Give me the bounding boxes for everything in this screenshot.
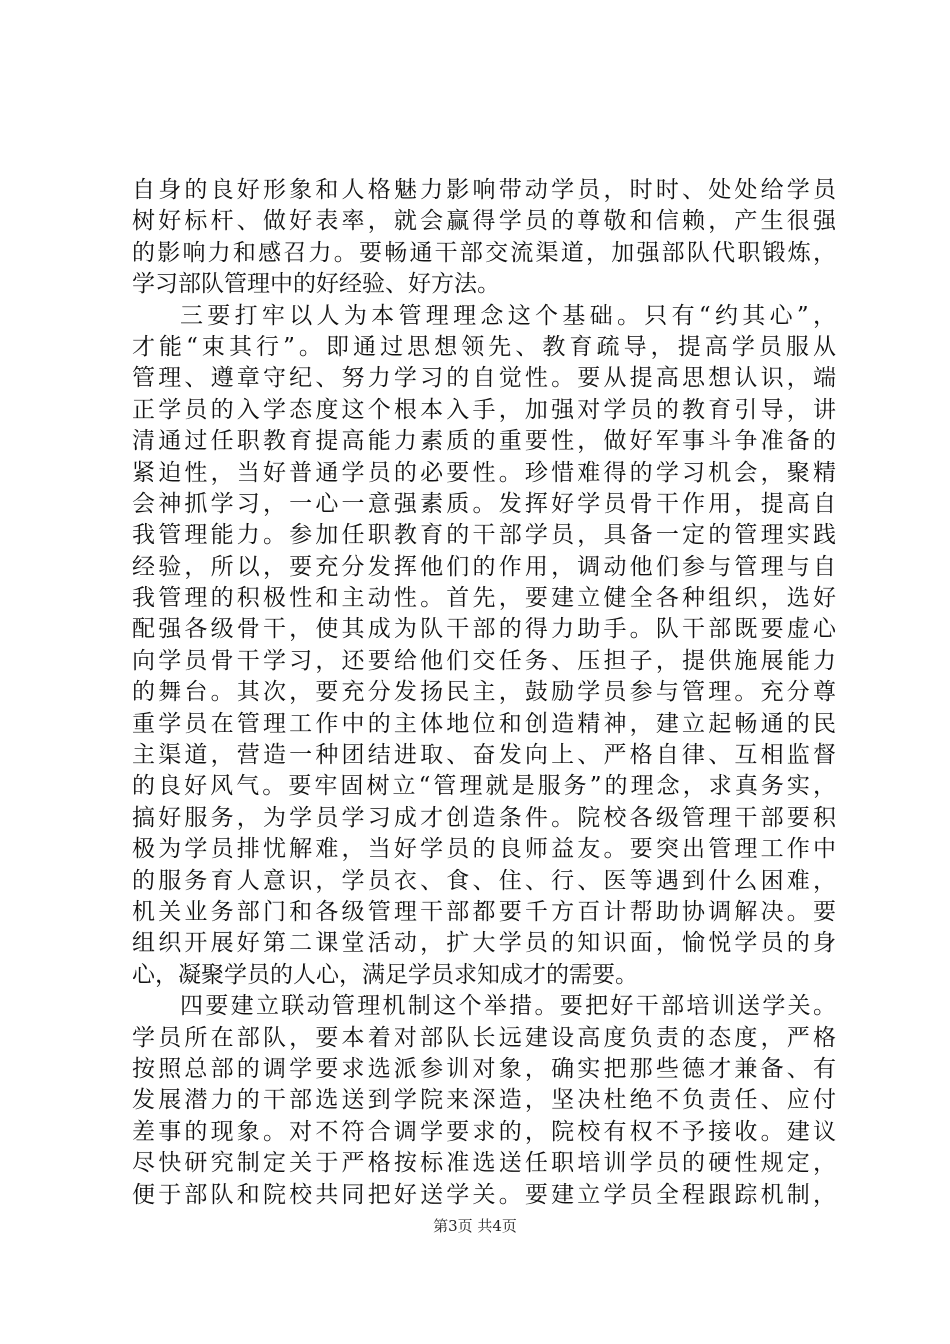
text-line: 机关业务部门和各级管理干部都要千方百计帮助协调解决。要	[132, 898, 836, 925]
text-line: 紧迫性，当好普通学员的必要性。珍惜难得的学习机会，聚精	[132, 459, 836, 486]
text-line: 向学员骨干学习，还要给他们交任务、压担子，提供施展能力	[132, 647, 836, 674]
text-line: 的舞台。其次，要充分发扬民主，鼓励学员参与管理。充分尊	[132, 679, 836, 706]
paragraph-start-line: 三要打牢以人为本管理理念这个基础。只有“约其心”，	[180, 302, 836, 329]
paragraph-start-line: 四要建立联动管理机制这个举措。要把好干部培训送学关。	[180, 993, 836, 1020]
text-line: 组织开展好第二课堂活动，扩大学员的知识面，愉悦学员的身	[132, 930, 836, 957]
text-line: 按照总部的调学要求选派参训对象，确实把那些德才兼备、有	[132, 1055, 836, 1082]
text-line: 的良好风气。要牢固树立“管理就是服务”的理念，求真务实，	[132, 773, 836, 800]
text-line: 差事的现象。对不符合调学要求的，院校有权不予接收。建议	[132, 1118, 836, 1145]
text-line: 尽快研究制定关于严格按标准选送任职培训学员的硬性规定，	[132, 1150, 836, 1177]
body-text	[132, 175, 836, 1211]
text-line: 配强各级骨干，使其成为队干部的得力助手。队干部既要虚心	[132, 616, 836, 643]
text-line: 自身的良好形象和人格魅力影响带动学员，时时、处处给学员	[132, 177, 836, 203]
text-line: 我管理能力。参加任职教育的干部学员，具备一定的管理实践	[132, 522, 836, 549]
text-line: 正学员的入学态度这个根本入手，加强对学员的教育引导，讲	[132, 396, 836, 423]
text-line: 搞好服务，为学员学习成才创造条件。院校各级管理干部要积	[132, 804, 836, 831]
text-line: 学员所在部队，要本着对部队长远建设高度负责的态度，严格	[132, 1024, 836, 1051]
text-line: 心，凝聚学员的人心，满足学员求知成才的需要。	[132, 961, 638, 988]
text-line: 才能“束其行”。即通过思想领先、教育疏导，提高学员服从	[132, 333, 836, 360]
text-line: 树好标杆、做好表率，就会赢得学员的尊敬和信赖，产生很强	[132, 208, 836, 235]
text-line: 会神抓学习，一心一意强素质。发挥好学员骨干作用，提高自	[132, 490, 836, 517]
text-line: 的服务育人意识，学员衣、食、住、行、医等遇到什么困难，	[132, 867, 836, 894]
text-line: 经验，所以，要充分发挥他们的作用，调动他们参与管理与自	[132, 553, 836, 580]
text-line: 重学员在管理工作中的主体地位和创造精神，建立起畅通的民	[132, 710, 836, 737]
text-line: 我管理的积极性和主动性。首先，要建立健全各种组织，选好	[132, 585, 836, 612]
text-line: 发展潜力的干部选送到学院来深造，坚决杜绝不负责任、应付	[132, 1087, 836, 1114]
text-line: 的影响力和感召力。要畅通干部交流渠道，加强部队代职锻炼，	[132, 239, 836, 266]
text-line: 极为学员排忧解难，当好学员的良师益友。要突出管理工作中	[132, 836, 836, 863]
text-line: 便于部队和院校共同把好送学关。要建立学员全程跟踪机制，	[132, 1181, 836, 1208]
text-line: 清通过任职教育提高能力素质的重要性，做好军事斗争准备的	[132, 428, 836, 455]
text-line: 学习部队管理中的好经验、好方法。	[132, 271, 500, 298]
text-line: 管理、遵章守纪、努力学习的自觉性。要从提高思想认识，端	[132, 365, 836, 392]
page-number-footer: 第3页 共4页	[433, 1217, 517, 1235]
text-line: 主渠道，营造一种团结进取、奋发向上、严格自律、互相监督	[132, 742, 836, 769]
